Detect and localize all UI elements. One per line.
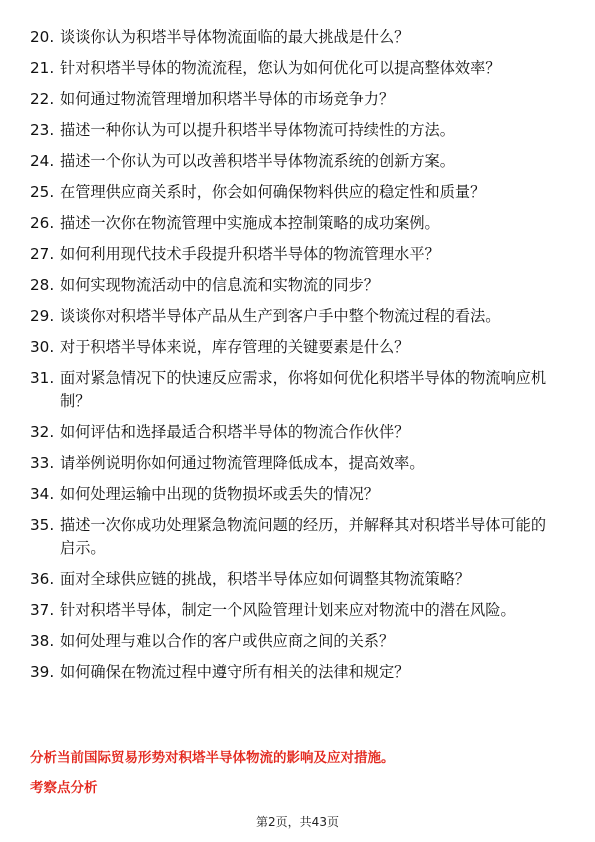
- question-number: 39.: [30, 663, 55, 681]
- question-text: 在管理供应商关系时，你会如何确保物料供应的稳定性和质量？: [60, 183, 486, 201]
- question-item: [30, 181, 560, 204]
- question-item: [30, 661, 560, 684]
- question-item: [30, 274, 560, 297]
- question-item: [30, 243, 560, 266]
- question-number: 23.: [30, 121, 55, 139]
- question-text: 面对全球供应链的挑战，积塔半导体应如何调整其物流策略？: [60, 570, 471, 588]
- question-item: [30, 150, 560, 173]
- question-number: 28.: [30, 276, 55, 294]
- question-text: 如何利用现代技术手段提升积塔半导体的物流管理水平？: [60, 245, 440, 263]
- question-text: 谈谈你对积塔半导体产品从生产到客户手中整个物流过程的看法。: [60, 307, 501, 325]
- question-text: 面对紧急情况下的快速反应需求，你将如何优化积塔半导体的物流响应机制？: [60, 369, 546, 410]
- question-item: [30, 568, 560, 591]
- question-number: 25.: [30, 183, 55, 201]
- question-number: 36.: [30, 570, 55, 588]
- question-text: 如何实现物流活动中的信息流和实物流的同步？: [60, 276, 379, 294]
- question-text: 描述一次你在物流管理中实施成本控制策略的成功案例。: [60, 214, 440, 232]
- question-number: 22.: [30, 90, 55, 108]
- question-item: [30, 630, 560, 653]
- question-list: [30, 26, 560, 692]
- question-item: [30, 514, 560, 560]
- question-text: 针对积塔半导体，制定一个风险管理计划来应对物流中的潜在风险。: [60, 601, 516, 619]
- question-text: 如何处理运输中出现的货物损坏或丢失的情况？: [60, 485, 379, 503]
- question-number: 37.: [30, 601, 55, 619]
- question-item: [30, 452, 560, 475]
- question-number: 26.: [30, 214, 55, 232]
- question-item: [30, 26, 560, 49]
- question-text: 如何评估和选择最适合积塔半导体的物流合作伙伴？: [60, 423, 410, 441]
- question-text: 请举例说明你如何通过物流管理降低成本，提高效率。: [60, 454, 425, 472]
- question-number: 35.: [30, 516, 55, 534]
- question-text: 描述一种你认为可以提升积塔半导体物流可持续性的方法。: [60, 121, 455, 139]
- question-item: [30, 367, 560, 413]
- question-item: [30, 212, 560, 235]
- question-text: 如何通过物流管理增加积塔半导体的市场竞争力？: [60, 90, 395, 108]
- question-number: 24.: [30, 152, 55, 170]
- question-number: 27.: [30, 245, 55, 263]
- question-text: 描述一个你认为可以改善积塔半导体物流系统的创新方案。: [60, 152, 455, 170]
- question-text: 如何确保在物流过程中遵守所有相关的法律和规定？: [60, 663, 410, 681]
- question-number: 20.: [30, 28, 55, 46]
- question-number: 34.: [30, 485, 55, 503]
- section-heading: 分析当前国际贸易形势对积塔半导体物流的影响及应对措施。: [30, 750, 395, 766]
- question-item: [30, 336, 560, 359]
- question-item: [30, 88, 560, 111]
- question-number: 38.: [30, 632, 55, 650]
- question-number: 30.: [30, 338, 55, 356]
- question-item: [30, 119, 560, 142]
- question-number: 29.: [30, 307, 55, 325]
- question-item: [30, 305, 560, 328]
- page-footer: 第2页，共43页: [256, 815, 339, 829]
- question-number: 21.: [30, 59, 55, 77]
- question-number: 31.: [30, 369, 55, 387]
- question-item: [30, 421, 560, 444]
- question-text: 针对积塔半导体的物流流程，您认为如何优化可以提高整体效率？: [60, 59, 501, 77]
- subheading: 考察点分析: [30, 780, 98, 796]
- question-item: [30, 483, 560, 506]
- question-item: [30, 57, 560, 80]
- question-text: 对于积塔半导体来说，库存管理的关键要素是什么？: [60, 338, 410, 356]
- question-number: 33.: [30, 454, 55, 472]
- question-item: [30, 599, 560, 622]
- question-number: 32.: [30, 423, 55, 441]
- question-text: 如何处理与难以合作的客户或供应商之间的关系？: [60, 632, 395, 650]
- question-text: 谈谈你认为积塔半导体物流面临的最大挑战是什么？: [60, 28, 410, 46]
- question-text: 描述一次你成功处理紧急物流问题的经历，并解释其对积塔半导体可能的启示。: [60, 516, 546, 557]
